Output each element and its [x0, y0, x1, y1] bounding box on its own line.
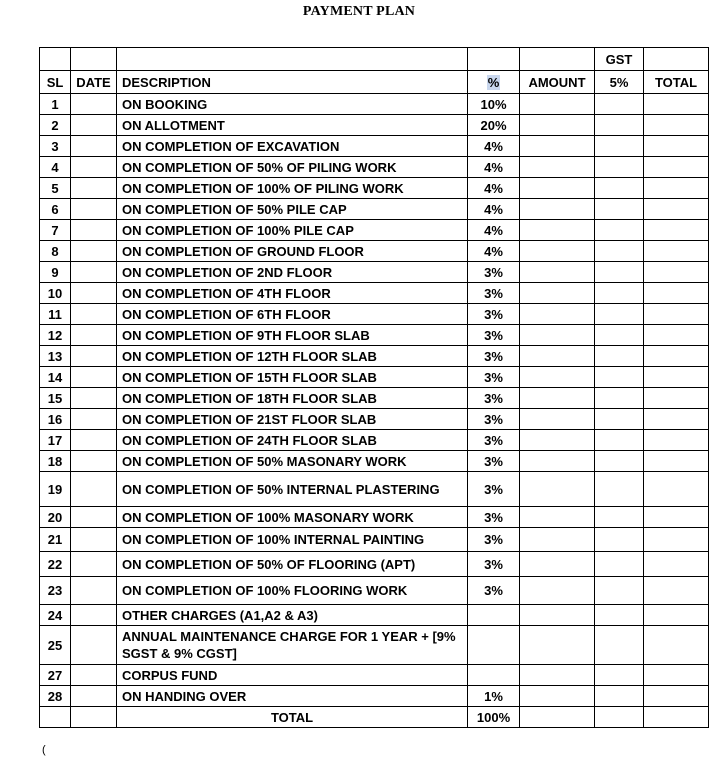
row-total: [644, 157, 709, 178]
row-amount: [520, 367, 595, 388]
row-description: ON COMPLETION OF 100% PILE CAP: [117, 220, 468, 241]
row-gst: [595, 262, 644, 283]
row-description: ON COMPLETION OF 100% OF PILING WORK: [117, 178, 468, 199]
row-percent: 4%: [468, 220, 520, 241]
page-title: PAYMENT PLAN: [302, 4, 416, 19]
table-row: [40, 241, 709, 262]
row-amount: [520, 325, 595, 346]
row-percent: 4%: [468, 241, 520, 262]
row-date: [71, 346, 117, 367]
row-percent: 3%: [468, 577, 520, 605]
table-row: [40, 430, 709, 451]
row-total: [644, 409, 709, 430]
row-amount: [520, 304, 595, 325]
table-row: [40, 304, 709, 325]
payment-plan-table: [39, 47, 709, 728]
row-total: [644, 136, 709, 157]
row-percent: 20%: [468, 115, 520, 136]
row-date: [71, 367, 117, 388]
row-description: ON COMPLETION OF 50% MASONARY WORK: [117, 451, 468, 472]
row-date: [71, 451, 117, 472]
row-amount: [520, 430, 595, 451]
row-amount: [520, 451, 595, 472]
row-sl: 18: [40, 451, 71, 472]
table-row: [40, 451, 709, 472]
row-amount: [520, 346, 595, 367]
row-sl: 2: [40, 115, 71, 136]
row-total: [644, 507, 709, 528]
row-gst: [595, 686, 644, 707]
row-sl: 25: [40, 626, 71, 665]
table-row: [40, 605, 709, 626]
row-amount: [520, 686, 595, 707]
row-amount: [520, 115, 595, 136]
row-sl: 19: [40, 472, 71, 507]
row-date: [71, 136, 117, 157]
table-row: [40, 262, 709, 283]
row-gst: [595, 241, 644, 262]
row-percent: 3%: [468, 430, 520, 451]
row-date: [71, 472, 117, 507]
row-sl: 4: [40, 157, 71, 178]
row-gst: [595, 430, 644, 451]
row-sl: 23: [40, 577, 71, 605]
row-total: [644, 220, 709, 241]
header-gst: GST: [595, 48, 644, 71]
table-row: [40, 94, 709, 115]
row-percent: 3%: [468, 552, 520, 577]
row-description: ON COMPLETION OF 2ND FLOOR: [117, 262, 468, 283]
row-amount: [520, 577, 595, 605]
row-date: [71, 528, 117, 552]
row-description: ON HANDING OVER: [117, 686, 468, 707]
total-amount: [520, 707, 595, 728]
row-percent: 1%: [468, 686, 520, 707]
row-total: [644, 552, 709, 577]
table-row: [40, 325, 709, 346]
row-sl: 20: [40, 507, 71, 528]
row-date: [71, 409, 117, 430]
row-date: [71, 507, 117, 528]
header-row: [40, 71, 709, 94]
row-gst: [595, 325, 644, 346]
row-description: ON COMPLETION OF 18TH FLOOR SLAB: [117, 388, 468, 409]
table-row: [40, 346, 709, 367]
table-row: [40, 686, 709, 707]
table-row: [40, 136, 709, 157]
header-date: DATE: [71, 71, 117, 94]
row-gst: [595, 451, 644, 472]
table-row: [40, 178, 709, 199]
row-date: [71, 262, 117, 283]
row-total: [644, 199, 709, 220]
row-gst: [595, 115, 644, 136]
table-row: [40, 626, 709, 665]
row-date: [71, 283, 117, 304]
row-percent: 3%: [468, 451, 520, 472]
total-date: [71, 707, 117, 728]
row-description: ON COMPLETION OF EXCAVATION: [117, 136, 468, 157]
row-percent: 3%: [468, 472, 520, 507]
total-gst: [595, 707, 644, 728]
row-total: [644, 451, 709, 472]
row-sl: 12: [40, 325, 71, 346]
row-percent: 4%: [468, 178, 520, 199]
row-date: [71, 157, 117, 178]
row-date: [71, 686, 117, 707]
row-description: ON COMPLETION OF 9TH FLOOR SLAB: [117, 325, 468, 346]
row-amount: [520, 626, 595, 665]
total-percent: 100%: [468, 707, 520, 728]
row-total: [644, 94, 709, 115]
row-gst: [595, 605, 644, 626]
total-label: TOTAL: [117, 707, 468, 728]
row-percent: [468, 665, 520, 686]
row-date: [71, 605, 117, 626]
row-sl: 16: [40, 409, 71, 430]
row-amount: [520, 199, 595, 220]
row-gst: [595, 178, 644, 199]
row-sl: 24: [40, 605, 71, 626]
row-total: [644, 388, 709, 409]
row-description: ON COMPLETION OF 4TH FLOOR: [117, 283, 468, 304]
row-total: [644, 430, 709, 451]
table-row: [40, 552, 709, 577]
row-amount: [520, 507, 595, 528]
row-sl: 14: [40, 367, 71, 388]
table-row: [40, 115, 709, 136]
row-date: [71, 178, 117, 199]
row-total: [644, 346, 709, 367]
table-row: [40, 472, 709, 507]
row-description: ANNUAL MAINTENANCE CHARGE FOR 1 YEAR + [9% SGST & 9% CGST]: [117, 626, 468, 665]
row-date: [71, 115, 117, 136]
row-amount: [520, 605, 595, 626]
row-total: [644, 325, 709, 346]
header-gst-rate: 5%: [595, 71, 644, 94]
row-sl: 15: [40, 388, 71, 409]
row-total: [644, 686, 709, 707]
row-date: [71, 665, 117, 686]
header-percent: %: [487, 74, 500, 90]
row-gst: [595, 304, 644, 325]
row-total: [644, 605, 709, 626]
row-total: [644, 577, 709, 605]
row-amount: [520, 94, 595, 115]
row-total: [644, 472, 709, 507]
total-total: [644, 707, 709, 728]
row-gst: [595, 577, 644, 605]
row-sl: 5: [40, 178, 71, 199]
row-total: [644, 665, 709, 686]
row-percent: 3%: [468, 283, 520, 304]
row-sl: 1: [40, 94, 71, 115]
row-gst: [595, 220, 644, 241]
row-total: [644, 304, 709, 325]
table-row: [40, 388, 709, 409]
row-date: [71, 626, 117, 665]
row-total: [644, 115, 709, 136]
row-sl: 13: [40, 346, 71, 367]
row-amount: [520, 528, 595, 552]
row-gst: [595, 94, 644, 115]
footnote: (: [42, 744, 46, 756]
row-date: [71, 577, 117, 605]
row-percent: 4%: [468, 136, 520, 157]
row-total: [644, 241, 709, 262]
row-description: ON COMPLETION OF 21ST FLOOR SLAB: [117, 409, 468, 430]
row-gst: [595, 409, 644, 430]
header-sl: SL: [40, 71, 71, 94]
row-percent: 3%: [468, 507, 520, 528]
row-date: [71, 304, 117, 325]
row-sl: 17: [40, 430, 71, 451]
table-row: [40, 665, 709, 686]
row-total: [644, 262, 709, 283]
row-date: [71, 325, 117, 346]
table-row: [40, 528, 709, 552]
row-amount: [520, 136, 595, 157]
row-description: ON COMPLETION OF 50% INTERNAL PLASTERING: [117, 472, 468, 507]
row-total: [644, 178, 709, 199]
row-percent: 4%: [468, 157, 520, 178]
row-sl: 11: [40, 304, 71, 325]
row-sl: 28: [40, 686, 71, 707]
row-description: ON COMPLETION OF 100% INTERNAL PAINTING: [117, 528, 468, 552]
row-description: ON COMPLETION OF 50% OF FLOORING (APT): [117, 552, 468, 577]
row-percent: 3%: [468, 388, 520, 409]
row-description: ON COMPLETION OF 12TH FLOOR SLAB: [117, 346, 468, 367]
row-description: ON COMPLETION OF 100% MASONARY WORK: [117, 507, 468, 528]
row-gst: [595, 472, 644, 507]
header-gst-row: [40, 48, 709, 71]
row-total: [644, 528, 709, 552]
row-date: [71, 388, 117, 409]
table-row: [40, 507, 709, 528]
row-percent: [468, 626, 520, 665]
row-sl: 10: [40, 283, 71, 304]
row-description: ON COMPLETION OF 100% FLOORING WORK: [117, 577, 468, 605]
row-total: [644, 283, 709, 304]
row-total: [644, 367, 709, 388]
row-amount: [520, 178, 595, 199]
header-total: TOTAL: [644, 71, 709, 94]
total-row: [40, 707, 709, 728]
row-percent: [468, 605, 520, 626]
row-percent: 10%: [468, 94, 520, 115]
row-gst: [595, 367, 644, 388]
row-gst: [595, 665, 644, 686]
row-description: OTHER CHARGES (A1,A2 & A3): [117, 605, 468, 626]
row-date: [71, 552, 117, 577]
row-description: ON COMPLETION OF 50% PILE CAP: [117, 199, 468, 220]
row-description: ON COMPLETION OF 24TH FLOOR SLAB: [117, 430, 468, 451]
row-amount: [520, 409, 595, 430]
table-row: [40, 220, 709, 241]
row-percent: 3%: [468, 346, 520, 367]
row-date: [71, 94, 117, 115]
row-sl: 3: [40, 136, 71, 157]
row-percent: 4%: [468, 199, 520, 220]
row-sl: 21: [40, 528, 71, 552]
total-sl: [40, 707, 71, 728]
table-row: [40, 199, 709, 220]
row-gst: [595, 283, 644, 304]
row-sl: 27: [40, 665, 71, 686]
row-gst: [595, 626, 644, 665]
row-gst: [595, 528, 644, 552]
row-sl: 8: [40, 241, 71, 262]
row-sl: 22: [40, 552, 71, 577]
table-row: [40, 409, 709, 430]
row-gst: [595, 199, 644, 220]
row-amount: [520, 241, 595, 262]
row-amount: [520, 552, 595, 577]
row-date: [71, 241, 117, 262]
row-amount: [520, 262, 595, 283]
table-row: [40, 367, 709, 388]
row-description: ON COMPLETION OF 15TH FLOOR SLAB: [117, 367, 468, 388]
row-percent: 3%: [468, 367, 520, 388]
table-row: [40, 283, 709, 304]
table-row: [40, 577, 709, 605]
row-date: [71, 220, 117, 241]
row-date: [71, 199, 117, 220]
row-amount: [520, 220, 595, 241]
header-amount: AMOUNT: [520, 71, 595, 94]
row-percent: 3%: [468, 262, 520, 283]
row-sl: 9: [40, 262, 71, 283]
row-gst: [595, 157, 644, 178]
row-amount: [520, 157, 595, 178]
row-description: ON COMPLETION OF 50% OF PILING WORK: [117, 157, 468, 178]
row-amount: [520, 388, 595, 409]
row-gst: [595, 346, 644, 367]
row-total: [644, 626, 709, 665]
table-row: [40, 157, 709, 178]
row-description: CORPUS FUND: [117, 665, 468, 686]
row-gst: [595, 136, 644, 157]
row-percent: 3%: [468, 409, 520, 430]
row-description: ON COMPLETION OF GROUND FLOOR: [117, 241, 468, 262]
row-percent: 3%: [468, 528, 520, 552]
row-description: ON BOOKING: [117, 94, 468, 115]
row-description: ON COMPLETION OF 6TH FLOOR: [117, 304, 468, 325]
row-sl: 7: [40, 220, 71, 241]
row-gst: [595, 552, 644, 577]
row-percent: 3%: [468, 325, 520, 346]
row-sl: 6: [40, 199, 71, 220]
row-gst: [595, 507, 644, 528]
header-description: DESCRIPTION: [117, 71, 468, 94]
row-amount: [520, 472, 595, 507]
row-percent: 3%: [468, 304, 520, 325]
row-date: [71, 430, 117, 451]
row-amount: [520, 283, 595, 304]
row-gst: [595, 388, 644, 409]
row-description: ON ALLOTMENT: [117, 115, 468, 136]
row-amount: [520, 665, 595, 686]
